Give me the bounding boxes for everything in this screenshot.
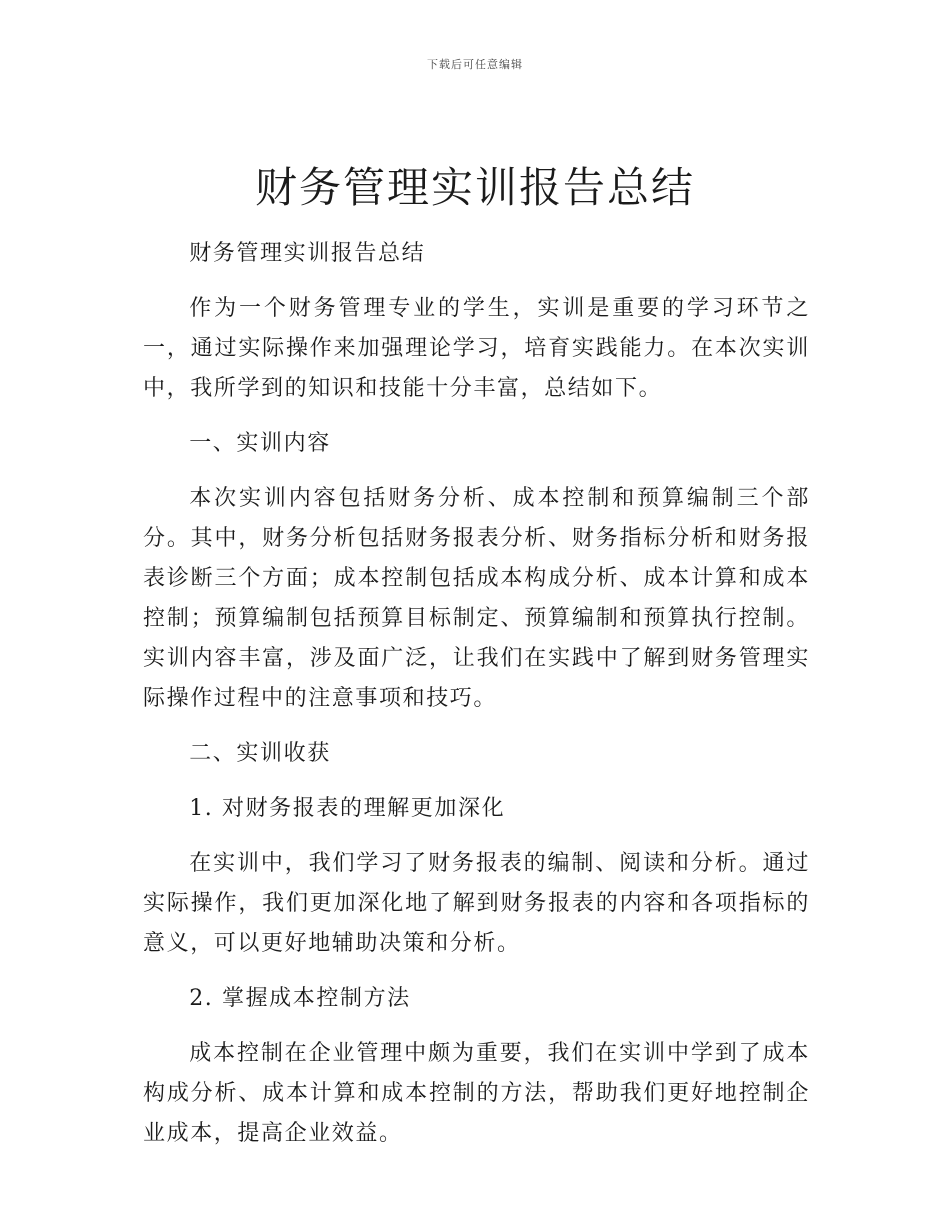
intro-paragraph: 作为一个财务管理专业的学生，实训是重要的学习环节之一，通过实际操作来加强理论学习，培育实践能力。在本次实训中，我所学到的知识和技能十分丰富，总结如下。: [143, 296, 810, 401]
document-title: 财务管理实训报告总结: [254, 163, 695, 212]
cost-control-paragraph: 成本控制在企业管理中颇为重要，我们在实训中学到了成本构成分析、成本计算和成本控制的方法，帮助我们更好地控制企业成本，提高企业效益。: [143, 1041, 810, 1146]
subtitle-paragraph: 财务管理实训报告总结: [189, 241, 426, 266]
subheading-financial-statements: 1. 对财务报表的理解更加深化: [189, 796, 506, 821]
page-header-note: 下载后可任意编辑: [427, 58, 523, 71]
content-paragraph: 本次实训内容包括财务分析、成本控制和预算编制三个部分。其中，财务分析包括财务报表分析、财务指标分析和财务报表诊断三个方面；成本控制包括成本构成分析、成本计算和成本控制；预算编制包括预算目标制定、预算编制和预算执行控制。实训内容丰富，涉及面广泛，让我们在实践中了解到财务管理实际操作过程中的注意事项和技巧。: [143, 486, 810, 711]
section-heading-content: 一、实训内容: [189, 431, 331, 456]
section-heading-gains: 二、实训收获: [189, 741, 331, 766]
document-body: [143, 234, 810, 1169]
financial-statements-paragraph: 在实训中，我们学习了财务报表的编制、阅读和分析。通过实际操作，我们更加深化地了解到财务报表的内容和各项指标的意义，可以更好地辅助决策和分析。: [143, 851, 810, 956]
subheading-cost-control: 2. 掌握成本控制方法: [189, 986, 411, 1011]
